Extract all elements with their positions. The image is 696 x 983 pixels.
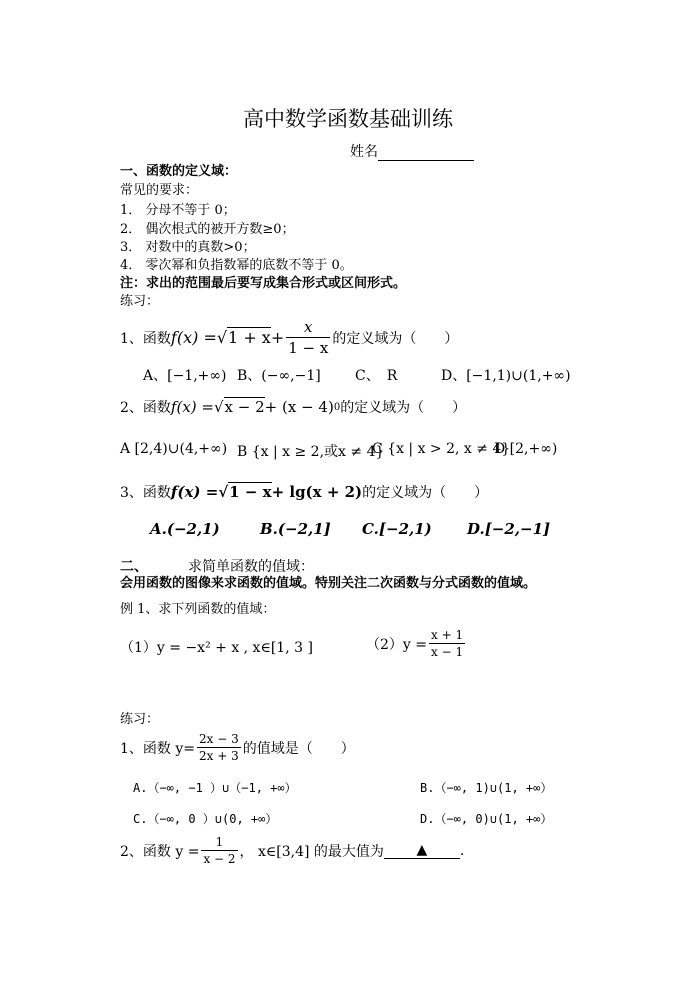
example-1-part-1 [120, 637, 313, 657]
question-3 [120, 482, 488, 502]
q1-plus: + [270, 328, 285, 347]
p2-fraction [201, 835, 237, 866]
q2-option-b: B {x | x ≥ 2,或x ≠ 4} [237, 444, 385, 460]
practice-1 [120, 732, 355, 763]
requirement-4: 4． 零次幂和负指数幂的底数不等于 0。 [120, 258, 353, 273]
q3-option-c: C.[−2,1) [362, 520, 432, 538]
q1-option-a: A、[−1,+∞) [143, 368, 227, 384]
q3-fx: f(x) = [170, 483, 219, 501]
p2-mid: ， x∈[3,4] 的最大值为 [239, 843, 384, 860]
q3-sqrt-body: 1 − x [229, 483, 272, 501]
ex2-den: x − 1 [431, 645, 464, 659]
requirement-2: 2． 偶次根式的被开方数≥0； [120, 222, 295, 237]
q3-option-d: D.[−2,−1] [467, 520, 551, 538]
q1-option-b: B、(−∞,−1] [237, 368, 321, 384]
practice-label-2: 练习： [120, 712, 160, 727]
section2-bold-line: 会用函数的图像来求函数的值域。特别关注二次函数与分式函数的值域。 [120, 576, 537, 591]
section2-heading-text: 求简单函数的值域： [188, 559, 314, 575]
q1-option-d: D、[−1,1)∪(1,+∞) [441, 368, 571, 384]
q1-option-c: C、 R [355, 368, 398, 384]
q1-fx: f(x) = [170, 328, 217, 347]
requirements-title: 常见的要求： [120, 183, 199, 198]
question-2 [120, 397, 466, 417]
q1-fraction [286, 318, 330, 357]
p2-den: x − 2 [203, 852, 236, 866]
q2-sqrt: √x − 2 [213, 398, 265, 416]
q2-option-c: C {x | x > 2, x ≠ 4} [372, 441, 511, 457]
name-field [350, 141, 474, 161]
p1-num: 2x − 3 [199, 732, 239, 746]
p1-option-b: B.（−∞, 1)∪(1, +∞） [420, 781, 553, 795]
p1-option-d: D.（−∞, 0)∪(1, +∞） [420, 812, 553, 826]
p1-fraction [197, 732, 241, 763]
p2-num: 1 [215, 835, 224, 849]
q3-option-a: A.(−2,1) [150, 520, 220, 538]
q1-sqrt: √1 + x [216, 328, 271, 347]
q2-suffix: 的定义域为（ ） [340, 400, 467, 416]
q2-fx: f(x) = [170, 398, 214, 416]
question-1 [120, 318, 458, 357]
requirement-1: 1． 分母不等于 0； [120, 203, 236, 218]
ex2-prefix: （2）y = [366, 636, 427, 653]
section2-heading [120, 556, 314, 576]
p1-option-c: C.（−∞, 0 ）∪(0, +∞） [133, 812, 278, 826]
q1-frac-num: x [304, 318, 313, 336]
p1-den: 2x + 3 [199, 749, 239, 763]
p1-option-a: A.（−∞, −1 ）∪（−1, +∞） [133, 781, 297, 795]
section1-heading: 一、函数的定义域： [120, 164, 238, 179]
name-label: 姓名 [350, 144, 378, 160]
q2-sqrt-body: x − 2 [224, 398, 265, 416]
ex2-fraction [429, 628, 465, 659]
q3-prefix: 3、函数 [120, 485, 171, 501]
q2-rest: + (x − 4) [264, 398, 334, 416]
q2-prefix: 2、函数 [120, 400, 171, 416]
name-blank [378, 145, 474, 161]
q2-option-d: D [2,+∞) [494, 441, 558, 457]
q1-prefix: 1、函数 [120, 330, 171, 347]
practice-label-1: 练习： [120, 294, 160, 309]
practice-2 [120, 835, 464, 866]
section2-heading-num: 二、 [120, 559, 148, 575]
note: 注：求出的范围最后要写成集合形式或区间形式。 [120, 276, 407, 291]
ex1-text: （1）y = −x² + x , x∈[1, 3 ] [120, 640, 313, 656]
example-1-part-2 [366, 628, 467, 659]
q2-option-a: A [2,4)∪(4,+∞) [120, 441, 228, 457]
p1-prefix: 1、函数 y= [120, 740, 195, 757]
q1-sqrt-body: 1 + x [228, 328, 271, 347]
requirement-3: 3． 对数中的真数>0； [120, 240, 256, 255]
p2-prefix: 2、函数 y = [120, 843, 200, 860]
example-title: 例 1、求下列函数的值域： [120, 602, 276, 617]
page-title: 高中数学函数基础训练 [243, 107, 453, 131]
p2-blank [384, 842, 460, 859]
q3-rest: + lg(x + 2) [271, 483, 363, 501]
q2-exp: 0 [333, 401, 341, 413]
q3-sqrt: √1 − x [218, 483, 272, 501]
triangle-icon: ▲ [416, 842, 428, 858]
p2-end: . [459, 842, 465, 859]
q3-option-b: B.(−2,1] [260, 520, 331, 538]
ex2-num: x + 1 [431, 628, 464, 642]
q1-suffix: 的定义域为（ ） [332, 330, 459, 347]
q3-suffix: 的定义域为（ ） [362, 485, 489, 501]
q1-frac-den: 1 − x [288, 339, 329, 357]
p1-suffix: 的值域是（ ） [242, 740, 355, 757]
